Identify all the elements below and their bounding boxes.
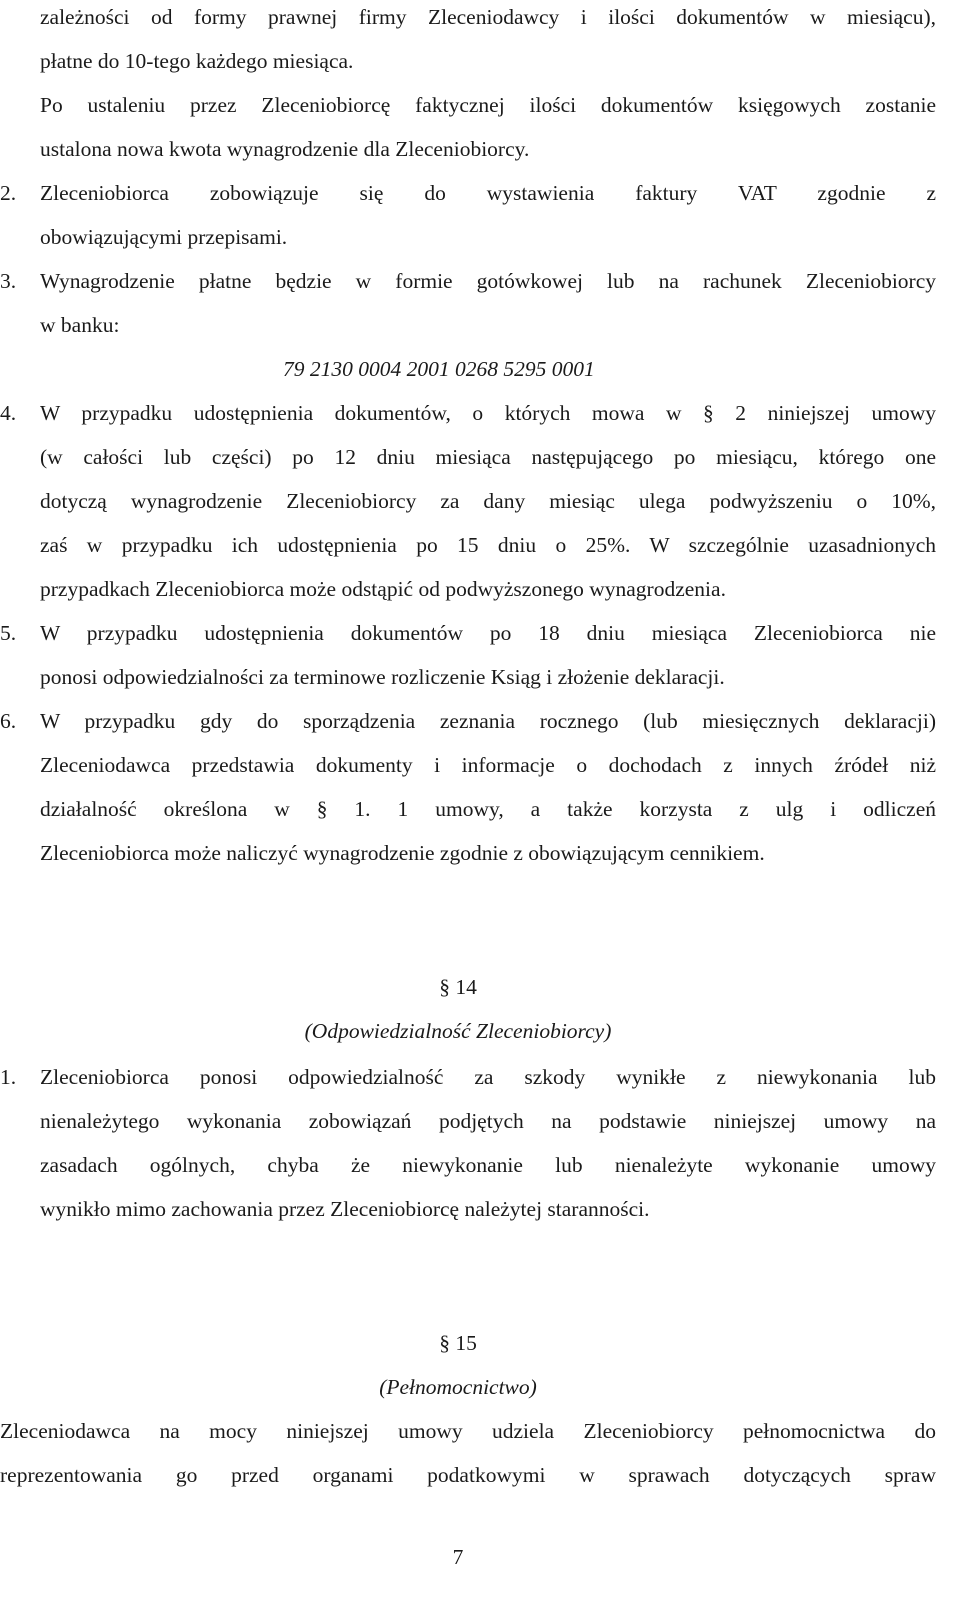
item-number: 4. [0, 401, 17, 425]
item-number: 2. [0, 181, 17, 205]
text-line: W przypadku udostępnienia dokumentów po 18 dniu miesiąca Zleceniobiorca nie [40, 621, 936, 645]
text-line: ponosi odpowiedzialności za terminowe rozliczenie Ksiąg i złożenie deklaracji. [40, 665, 725, 689]
bank-account-number: 79 2130 0004 2001 0268 5295 0001 [283, 357, 595, 381]
text-line: Zleceniobiorca zobowiązuje się do wystawienia faktury VAT zgodnie z [40, 181, 936, 205]
item-number: 6. [0, 709, 17, 733]
text-line: zależności od formy prawnej firmy Zleceniodawcy i ilości dokumentów w miesiącu), [40, 5, 936, 29]
text-line: Zleceniodawca przedstawia dokumenty i informacje o dochodach z innych źródeł niż [40, 753, 936, 777]
item-number: 3. [0, 269, 17, 293]
text-line: zaś w przypadku ich udostępnienia po 15 dniu o 25%. W szczególnie uzasadnionych [40, 533, 936, 557]
text-line: Po ustaleniu przez Zleceniobiorcę faktycznej ilości dokumentów księgowych zostanie [40, 93, 936, 117]
text-line: Zleceniobiorca może naliczyć wynagrodzenie zgodnie z obowiązującym cennikiem. [40, 841, 765, 865]
item-number: 5. [0, 621, 17, 645]
text-line: Zleceniodawca na mocy niniejszej umowy udziela Zleceniobiorcy pełnomocnictwa do [0, 1419, 936, 1443]
text-line: nienależytego wykonania zobowiązań podjętych na podstawie niniejszej umowy na [40, 1109, 936, 1133]
text-line: zasadach ogólnych, chyba że niewykonanie lub nienależyte wykonanie umowy [40, 1153, 936, 1177]
text-line: Zleceniobiorca ponosi odpowiedzialność za szkody wynikłe z niewykonania lub [40, 1065, 936, 1089]
section-title: (Pełnomocnictwo) [379, 1375, 537, 1399]
text-line: (w całości lub części) po 12 dniu miesiąca następującego po miesiącu, którego one [40, 445, 936, 469]
section-heading: § 14 [439, 975, 477, 999]
text-line: W przypadku gdy do sporządzenia zeznania rocznego (lub miesięcznych deklaracji) [40, 709, 936, 733]
text-line: przypadkach Zleceniobiorca może odstąpić od podwyższonego wynagrodzenia. [40, 577, 726, 601]
text-line: płatne do 10-tego każdego miesiąca. [40, 49, 354, 73]
page-number: 7 [452, 1545, 464, 1569]
item-number: 1. [0, 1065, 17, 1089]
section-heading: § 15 [439, 1331, 477, 1355]
text-line: reprezentowania go przed organami podatkowymi w sprawach dotyczących spraw [0, 1463, 936, 1487]
text-line: działalność określona w § 1. 1 umowy, a także korzysta z ulg i odliczeń [40, 797, 936, 821]
text-line: w banku: [40, 313, 120, 337]
section-title: (Odpowiedzialność Zleceniobiorcy) [304, 1019, 612, 1043]
text-line: obowiązującymi przepisami. [40, 225, 288, 249]
text-line: W przypadku udostępnienia dokumentów, o których mowa w § 2 niniejszej umowy [40, 401, 936, 425]
text-line: ustalona nowa kwota wynagrodzenie dla Zleceniobiorcy. [40, 137, 530, 161]
text-line: Wynagrodzenie płatne będzie w formie gotówkowej lub na rachunek Zleceniobiorcy [40, 269, 936, 293]
text-line: dotyczą wynagrodzenie Zleceniobiorcy za dany miesiąc ulega podwyższeniu o 10%, [40, 489, 936, 513]
text-line: wynikło mimo zachowania przez Zleceniobiorcę należytej staranności. [40, 1197, 650, 1221]
